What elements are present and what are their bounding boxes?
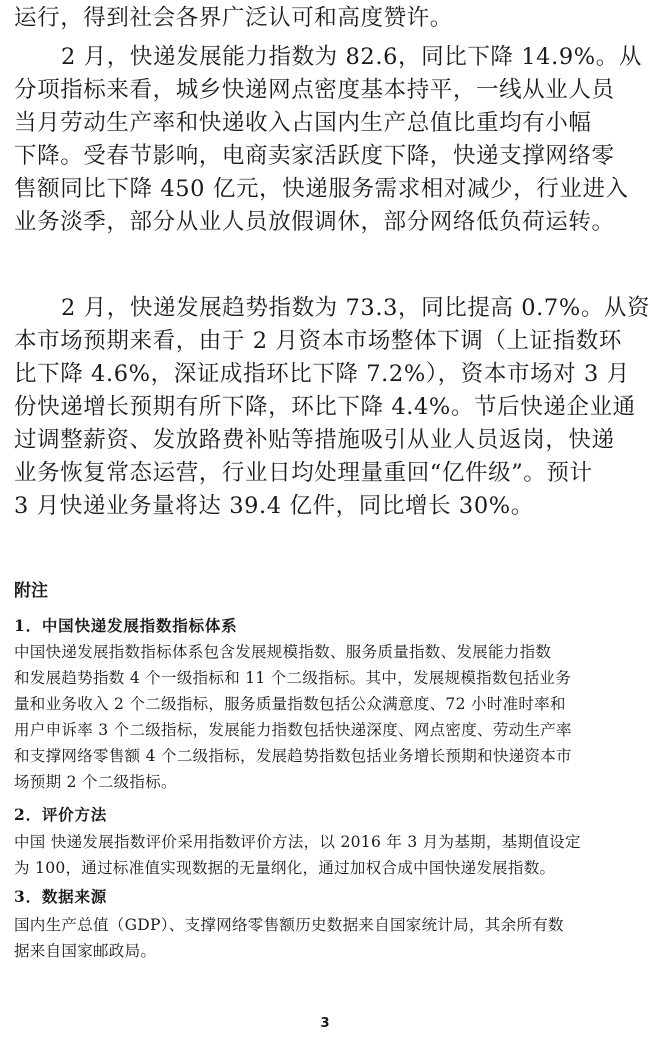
text-line: 比下降 4.6%，深证成指环比下降 7.2%），资本市场对 3 月: [14, 361, 630, 387]
text-line: 售额同比下降 450 亿元，快递服务需求相对减少，行业进入: [14, 176, 629, 202]
text-line: 2 月，快递发展趋势指数为 73.3，同比提高 0.7%。从资: [61, 295, 650, 321]
body-paragraph: [14, 41, 642, 239]
text-line: 3 月快递业务量将达 39.4 亿件，同比增长 30%。: [14, 493, 534, 519]
body-paragraph: [14, 2, 636, 35]
text-line: 份快递增长预期有所下降，环比下降 4.4%。节后快递企业通: [14, 394, 636, 420]
text-line: 为 100，通过标准值实现数据的无量纲化，通过加权合成中国快递发展指数。: [14, 859, 556, 877]
note-section-text: [14, 912, 636, 964]
text-line: 当月劳动生产率和快递收入占国内生产总值比重均有小幅: [14, 110, 592, 136]
text-line: 中国快递发展指数指标体系包含发展规模指数、服务质量指数、发展能力指数: [14, 643, 552, 661]
note-section-title: 1．中国快递发展指数指标体系: [14, 616, 238, 635]
text-line: 2 月，快递发展能力指数为 82.6，同比下降 14.9%。从: [61, 44, 642, 70]
note-section-text: [14, 829, 636, 881]
text-line: 量和业务收入 2 个二级指标，服务质量指数包括公众满意度、72 小时准时率和: [14, 695, 566, 713]
text-line: 业务淡季，部分从业人员放假调休，部分网络低负荷运转。: [14, 209, 615, 235]
text-line: 中国 快递发展指数评价采用指数评价方法，以 2016 年 3 月为基期，基期值设定: [14, 833, 581, 851]
text-line: 过调整薪资、发放路费补贴等措施吸引从业人员返岗，快递: [14, 427, 615, 453]
text-line: 运行，得到社会各界广泛认可和高度赞许。: [14, 5, 453, 31]
text-line: 业务恢复常态运营，行业日均处理量重回“亿件级”。预计: [14, 460, 593, 486]
text-line: 下降。受春节影响，电商卖家活跃度下降，快递支撑网络零: [14, 143, 615, 169]
text-line: 本市场预期来看，由于 2 月资本市场整体下调（上证指数环: [14, 328, 622, 354]
text-line: 国内生产总值（GDP）、支撑网络零售额历史数据来自国家统计局，其余所有数: [14, 916, 564, 934]
text-line: 分项指标来看，城乡快递网点密度基本持平，一线从业人员: [14, 77, 615, 103]
note-section-text: [14, 639, 636, 795]
page-number: 3: [320, 1016, 330, 1031]
text-line: 据来自国家邮政局。: [14, 942, 157, 960]
notes-heading: 附注: [14, 581, 48, 601]
text-line: 场预期 2 个二级指标。: [14, 773, 177, 791]
text-line: 和发展趋势指数 4 个一级指标和 11 个二级指标。其中，发展规模指数包括业务: [14, 669, 571, 687]
text-line: 和支撑网络零售额 4 个二级指标，发展趋势指数包括业务增长预期和快递资本市: [14, 747, 572, 765]
note-section-title: 2．评价方法: [14, 805, 108, 824]
text-line: 用户申诉率 3 个二级指标，发展能力指数包括快递深度、网点密度、劳动生产率: [14, 721, 572, 739]
note-section-title: 3．数据来源: [14, 887, 108, 906]
body-paragraph: [14, 292, 650, 523]
